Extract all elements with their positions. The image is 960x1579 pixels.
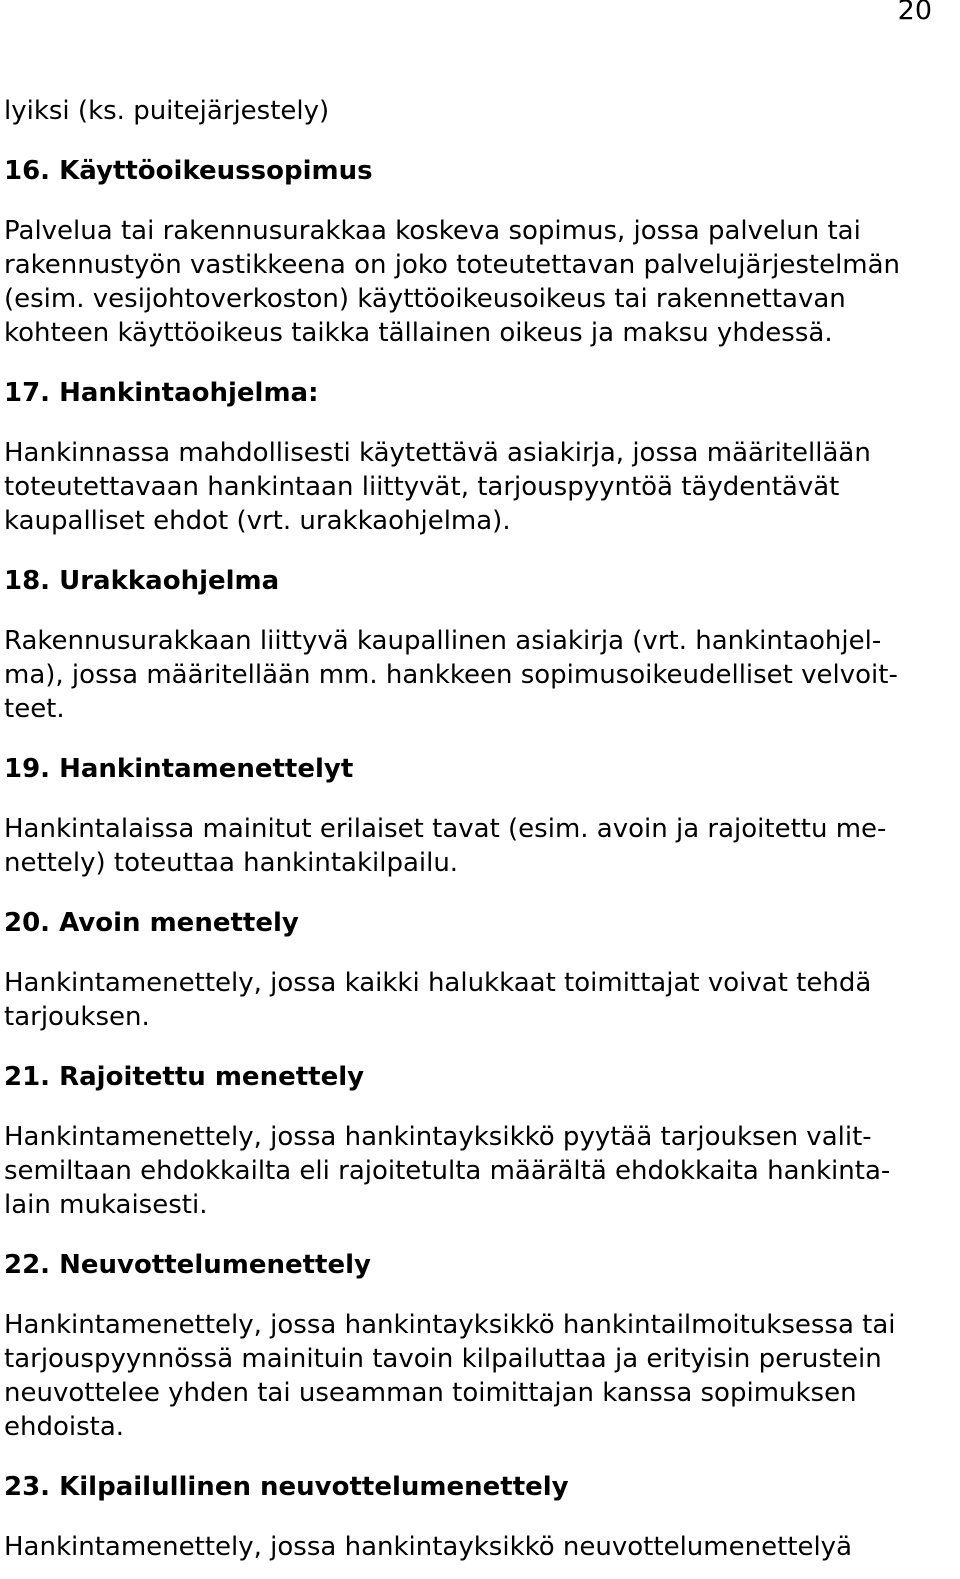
section-heading: 18. Urakkaohjelma bbox=[4, 566, 280, 596]
section-spacer bbox=[4, 1034, 954, 1060]
section-spacer bbox=[4, 538, 954, 564]
section-body-line: Hankintamenettely, jossa hankintayksikkö hankintailmoituksessa tai bbox=[4, 1310, 896, 1340]
section-heading: 19. Hankintamenettelyt bbox=[4, 754, 354, 784]
section-body-line: ma), jossa määritellään mm. hankkeen sopimusoikeudelliset velvoit- bbox=[4, 660, 898, 690]
section-body-line: semiltaan ehdokkailta eli rajoitetulta määrältä ehdokkaita hankinta- bbox=[4, 1156, 891, 1186]
section-body-line: Rakennusurakkaan liittyvä kaupallinen asiakirja (vrt. hankintaohjel- bbox=[4, 626, 882, 656]
section-spacer bbox=[4, 880, 954, 906]
heading-spacer bbox=[4, 940, 954, 966]
heading-spacer bbox=[4, 410, 954, 436]
section-body-line: Hankintamenettely, jossa hankintayksikkö neuvottelumenettelyä bbox=[4, 1532, 852, 1562]
heading-spacer bbox=[4, 1282, 954, 1308]
section-heading: 16. Käyttöoikeussopimus bbox=[4, 156, 373, 186]
section-body-line: Hankintamenettely, jossa kaikki halukkaat toimittajat voivat tehdä bbox=[4, 968, 872, 998]
section-body-line: (esim. vesijohtoverkoston) käyttöoikeusoikeus tai rakennettavan bbox=[4, 284, 846, 314]
heading-spacer bbox=[4, 1504, 954, 1530]
section-body-line: Hankinnassa mahdollisesti käytettävä asiakirja, jossa määritellään bbox=[4, 438, 871, 468]
section-body-line: tarjouksen. bbox=[4, 1002, 150, 1032]
intro-fragment: lyiksi (ks. puitejärjestely) bbox=[4, 96, 330, 126]
section-body-line: rakennustyön vastikkeena on joko toteutettavan palvelujärjestelmän bbox=[4, 250, 901, 280]
page-number: 20 bbox=[897, 0, 932, 26]
section-body-line: teet. bbox=[4, 694, 65, 724]
heading-spacer bbox=[4, 1094, 954, 1120]
section-body-line: Hankintalaissa mainitut erilaiset tavat (esim. avoin ja rajoitettu me- bbox=[4, 814, 887, 844]
section-body-line: Palvelua tai rakennusurakkaa koskeva sopimus, jossa palvelun tai bbox=[4, 216, 861, 246]
section-spacer bbox=[4, 350, 954, 376]
section-body-line: tarjouspyynnössä mainituin tavoin kilpailuttaa ja erityisin perustein bbox=[4, 1344, 882, 1374]
section-body-line: kaupalliset ehdot (vrt. urakkaohjelma). bbox=[4, 506, 511, 536]
section-body-line: Hankintamenettely, jossa hankintayksikkö pyytää tarjouksen valit- bbox=[4, 1122, 872, 1152]
section-heading: 22. Neuvottelumenettely bbox=[4, 1250, 371, 1280]
heading-spacer bbox=[4, 786, 954, 812]
section-body-line: toteutettavaan hankintaan liittyvät, tarjouspyyntöä täydentävät bbox=[4, 472, 840, 502]
section-body-line: lain mukaisesti. bbox=[4, 1190, 208, 1220]
section-body-line: neuvottelee yhden tai useamman toimittajan kanssa sopimuksen bbox=[4, 1378, 857, 1408]
document-body bbox=[4, 94, 954, 1564]
section-body-line: nettely) toteuttaa hankintakilpailu. bbox=[4, 848, 459, 878]
heading-spacer bbox=[4, 188, 954, 214]
section-spacer bbox=[4, 1444, 954, 1470]
section-body-line: ehdoista. bbox=[4, 1412, 125, 1442]
section-spacer bbox=[4, 1222, 954, 1248]
definitions-list bbox=[4, 128, 954, 1564]
section-heading: 23. Kilpailullinen neuvottelumenettely bbox=[4, 1472, 569, 1502]
section-heading: 20. Avoin menettely bbox=[4, 908, 299, 938]
section-body-line: kohteen käyttöoikeus taikka tällainen oikeus ja maksu yhdessä. bbox=[4, 318, 833, 348]
section-spacer bbox=[4, 128, 954, 154]
heading-spacer bbox=[4, 598, 954, 624]
section-heading: 17. Hankintaohjelma: bbox=[4, 378, 319, 408]
section-heading: 21. Rajoitettu menettely bbox=[4, 1062, 365, 1092]
section-spacer bbox=[4, 726, 954, 752]
